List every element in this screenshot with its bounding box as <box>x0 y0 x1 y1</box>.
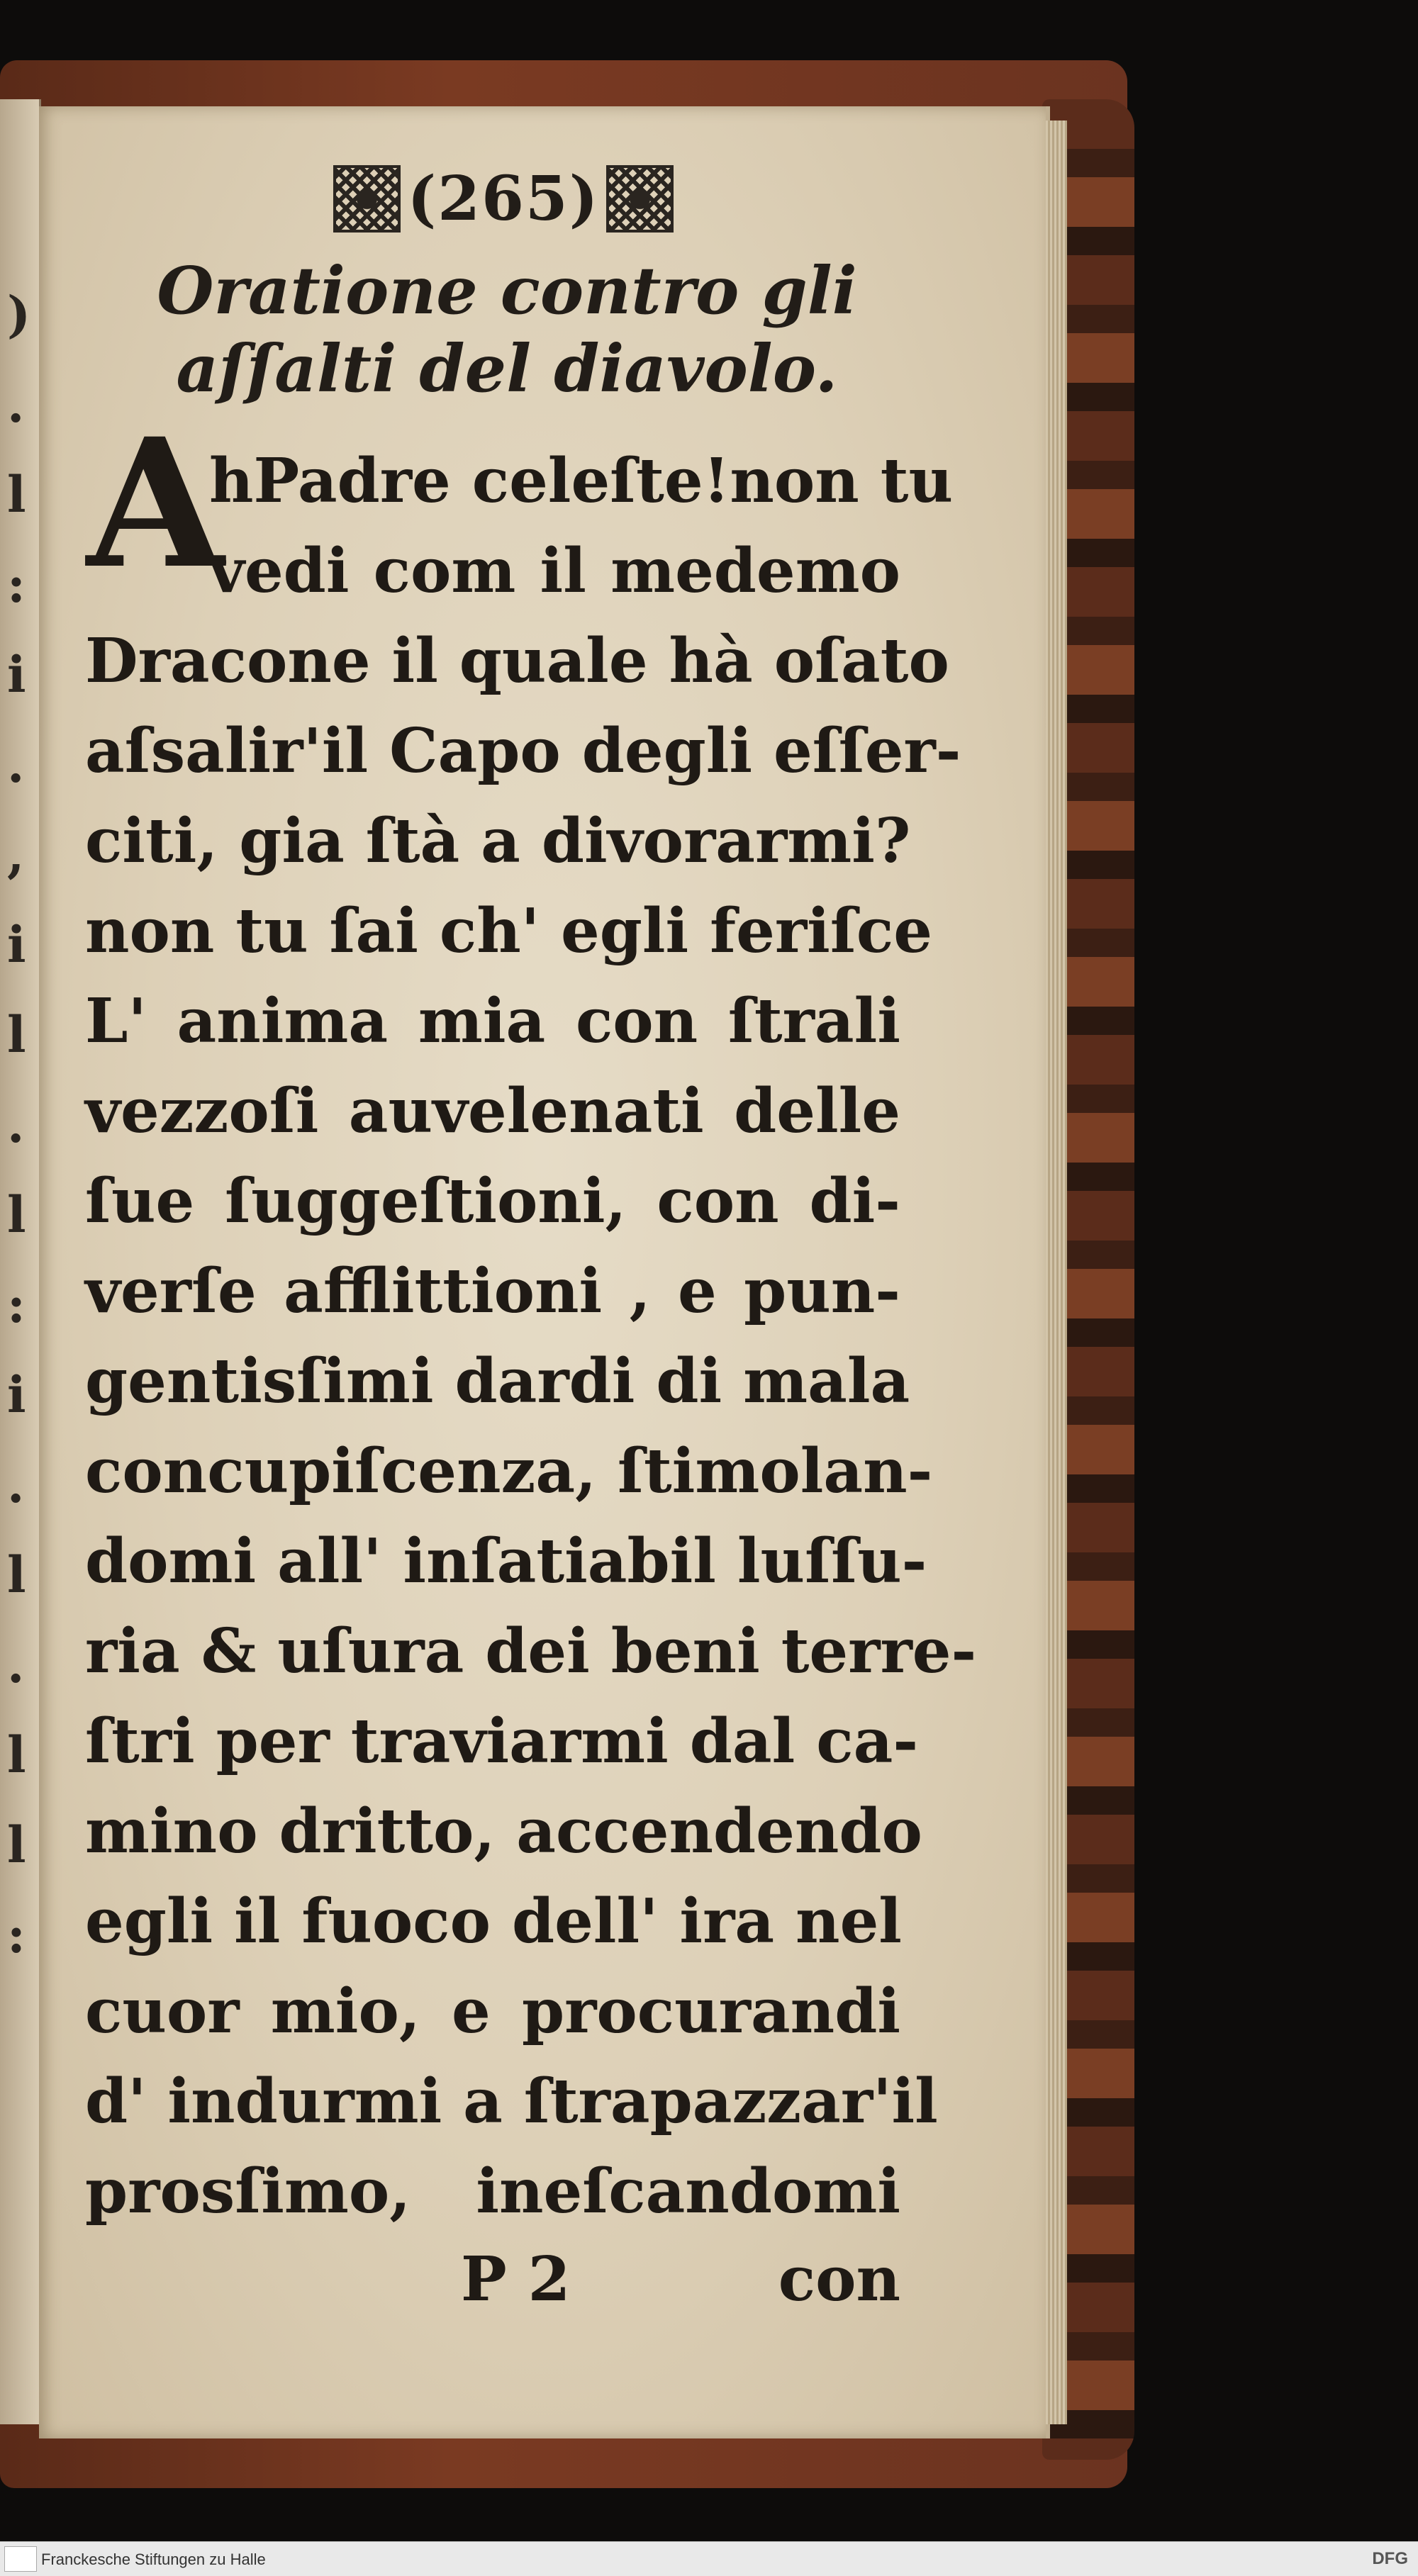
page-stack-edge <box>1046 121 1067 2424</box>
text-line: non tu ſai ch' egli feriſce <box>85 895 932 967</box>
text-line: citi, gia ſtà a divorarmi? <box>85 805 911 877</box>
left-ornament-icon <box>333 165 401 233</box>
institution-logo-icon <box>4 2546 37 2572</box>
page-header <box>326 159 681 237</box>
text-line: ria & uſura dei beni terre- <box>85 1615 977 1687</box>
right-ornament-icon <box>606 165 674 233</box>
body-text <box>85 436 977 2236</box>
text-line: mino dritto, accendendo <box>85 1796 922 1867</box>
funder-logo: DFG <box>1372 2549 1408 2568</box>
text-line: Dracone il quale hà oſato <box>85 625 949 697</box>
chapter-title: Oratione contro gli aſſalti del diavolo. <box>157 252 857 407</box>
text-line: ſtri per traviarmi dal ca- <box>85 1706 919 1777</box>
page-footer <box>85 2244 900 2329</box>
page-number: (265) <box>407 162 600 235</box>
text-line: vezzoſi auvelenati delle <box>85 1075 900 1147</box>
text-line: prosſimo, ineſcandomi <box>85 2156 900 2227</box>
facing-page-text-fragments: ) . l : i . , i l . l : i . l . l l : <box>7 285 31 1964</box>
text-line: L' anima mia con ſtrali <box>85 985 900 1057</box>
drop-cap: A <box>86 399 224 607</box>
institution-name: Franckesche Stiftungen zu Halle <box>41 2550 266 2568</box>
text-line: aſsalir'il Capo degli eſſer- <box>85 715 961 787</box>
text-line: vedi com il medemo <box>209 535 900 607</box>
text-line: domi all' inſatiabil luſſu- <box>85 1525 927 1597</box>
text-line: egli il fuoco dell' ira nel <box>85 1886 902 1957</box>
text-line: concupiſcenza, ſtimolan- <box>85 1435 933 1507</box>
status-bar <box>0 2541 1418 2576</box>
text-line: gentisſimi dardi di mala <box>85 1345 910 1417</box>
signature-mark: P 2 <box>461 2244 571 2315</box>
text-line: ſue ſuggeſtioni, con di- <box>85 1165 900 1237</box>
catchword: con <box>778 2244 900 2315</box>
text-line: cuor mio, e procurandi <box>85 1976 900 2047</box>
text-line: verſe afflittioni , e pun- <box>85 1255 900 1327</box>
text-line: d' indurmi a ſtrapazzar'il <box>85 2066 938 2137</box>
text-line: hPadre celeſte!non tu <box>209 445 953 517</box>
